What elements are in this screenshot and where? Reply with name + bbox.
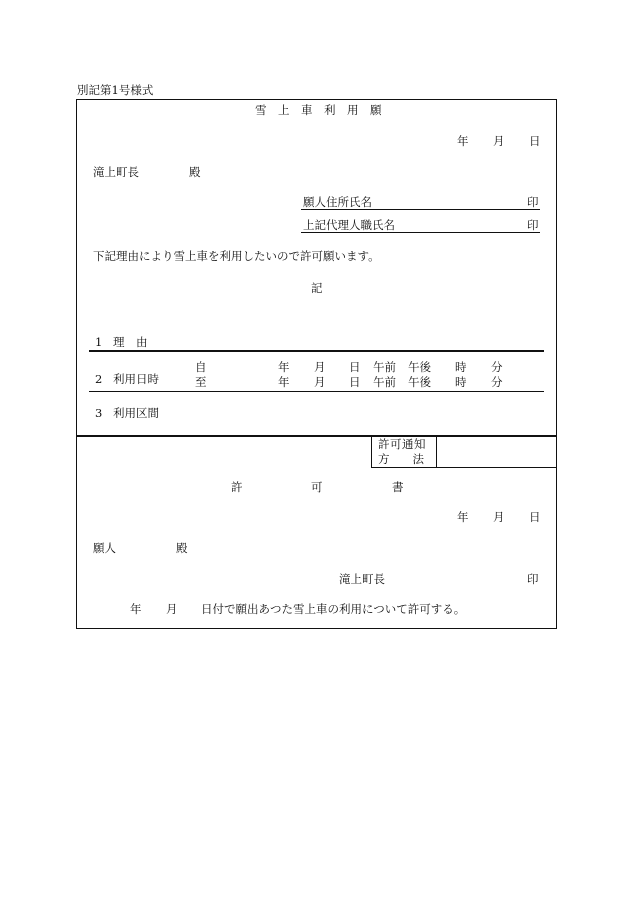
request-statement: 下記理由により雪上車を利用したいので許可願います。: [93, 249, 380, 263]
permit-applicant-honorific: 殿: [176, 541, 188, 555]
to-hour: 時: [455, 375, 467, 389]
permit-date-month: 月: [493, 510, 505, 524]
ki-heading: 記: [311, 281, 323, 295]
permit-title-1: 許: [231, 480, 243, 494]
request-date-month: 月: [493, 134, 505, 148]
permit-statement-year: 年: [130, 602, 142, 616]
permit-statement-month: 月: [166, 602, 178, 616]
from-minute: 分: [491, 360, 503, 374]
agent-seal: 印: [527, 218, 539, 232]
to-month: 月: [314, 375, 326, 389]
notice-box-divider: [436, 436, 437, 468]
notice-method-label-1: 許可通知: [378, 437, 426, 451]
permit-seal: 印: [527, 572, 539, 586]
from-pm: 午後: [408, 360, 431, 374]
from-day: 日: [349, 360, 361, 374]
datetime-divider: [89, 391, 544, 392]
from-month: 月: [314, 360, 326, 374]
request-title: 雪 上 車 利 用 願: [255, 103, 382, 117]
agent-underline: [301, 232, 540, 233]
from-hour: 時: [455, 360, 467, 374]
applicant-label: 願人住所氏名: [303, 195, 372, 209]
permit-applicant: 願人: [93, 541, 116, 555]
permit-issuer: 滝上町長: [339, 572, 385, 586]
section-divider: [76, 435, 557, 437]
item-section-label: 利用区間: [113, 406, 159, 420]
permit-title-2: 可: [311, 480, 323, 494]
datetime-to: 至: [195, 375, 207, 389]
request-date-day: 日: [529, 134, 541, 148]
from-am: 午前: [373, 360, 396, 374]
addressee-honorific: 殿: [189, 165, 201, 179]
to-day: 日: [349, 375, 361, 389]
item-reason-label: 理 由: [113, 335, 148, 349]
item-datetime-number: 2: [95, 372, 103, 386]
form-number: 別記第1号様式: [77, 83, 154, 97]
request-date-year: 年: [457, 134, 469, 148]
to-minute: 分: [491, 375, 503, 389]
applicant-underline: [301, 209, 540, 210]
to-pm: 午後: [408, 375, 431, 389]
permit-statement: 日付で願出あつた雪上車の利用について許可する。: [201, 602, 466, 616]
applicant-seal: 印: [527, 195, 539, 209]
notice-box-left: [371, 436, 372, 468]
permit-date-year: 年: [457, 510, 469, 524]
to-am: 午前: [373, 375, 396, 389]
notice-method-label-2: 方 法: [378, 452, 424, 466]
to-year: 年: [278, 375, 290, 389]
from-year: 年: [278, 360, 290, 374]
addressee: 滝上町長: [93, 165, 139, 179]
item-datetime-label: 利用日時: [113, 372, 159, 386]
reason-divider: [89, 350, 544, 352]
permit-date-day: 日: [529, 510, 541, 524]
agent-label: 上記代理人職氏名: [303, 218, 395, 232]
datetime-from: 自: [195, 360, 207, 374]
item-section-number: 3: [95, 406, 103, 420]
permit-title-3: 書: [392, 480, 404, 494]
notice-box-bottom: [371, 467, 557, 468]
item-reason-number: 1: [95, 335, 103, 349]
